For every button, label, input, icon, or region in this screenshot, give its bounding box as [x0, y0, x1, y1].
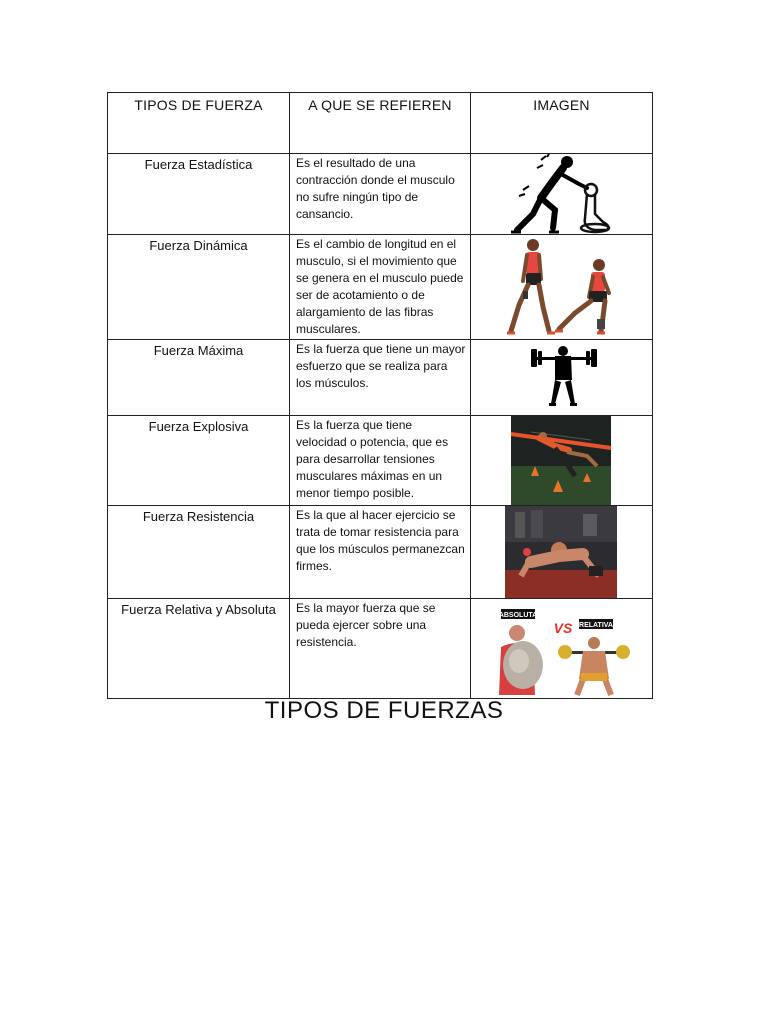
row-description: Es la mayor fuerza que se pueda ejercer sobre una resistencia. — [290, 599, 471, 699]
plank-exercise-gym-photo — [471, 506, 653, 598]
row-name: Fuerza Estadística — [108, 154, 290, 235]
vs-label: VS — [553, 620, 573, 636]
row-description: Es el resultado de una contracción donde el musculo no sufre ningún tipo de cansancio. — [290, 154, 471, 235]
table-row — [108, 235, 653, 340]
table-row — [108, 154, 653, 235]
table-row — [108, 599, 653, 699]
table-row — [108, 340, 653, 416]
page-title: TIPOS DE FUERZAS — [264, 697, 504, 724]
row-name: Fuerza Dinámica — [108, 235, 290, 340]
row-name: Fuerza Máxima — [108, 340, 290, 416]
table-row — [108, 416, 653, 506]
absoluta-vs-relativa-photo — [471, 599, 653, 698]
row-description: Es la fuerza que tiene un mayor esfuerzo que se realiza para los músculos. — [290, 340, 471, 416]
relativa-label: RELATIVA — [579, 622, 613, 629]
table-row — [108, 506, 653, 599]
row-name: Fuerza Explosiva — [108, 416, 290, 506]
table-header-row — [108, 93, 653, 154]
absoluta-label: ABSOLUTA — [498, 612, 538, 619]
row-description: Es el cambio de longitud en el musculo, si el movimiento que se genera en el musculo puede ser de acotamiento o de alargamiento de las fibras musculares. — [290, 235, 471, 340]
header-imagen: IMAGEN — [471, 93, 653, 154]
header-refieren: A QUE SE REFIEREN — [290, 93, 471, 154]
athletes-lunging-photo — [471, 235, 653, 339]
row-description: Es la fuerza que tiene velocidad o potencia, que es para desarrollar tensiones musculares máximas en un menor tiempo posible. — [290, 416, 471, 506]
weightlifter-silhouette-icon — [471, 340, 653, 415]
fuerza-types-table — [107, 92, 653, 699]
row-name: Fuerza Relativa y Absoluta — [108, 599, 290, 699]
row-name: Fuerza Resistencia — [108, 506, 290, 599]
sprinter-with-cones-photo — [471, 416, 653, 505]
row-description: Es la que al hacer ejercicio se trata de tomar resistencia para que los músculos permanezcan firmes. — [290, 506, 471, 599]
header-tipos: TIPOS DE FUERZA — [108, 93, 290, 154]
person-pushing-weight-icon — [471, 154, 653, 234]
